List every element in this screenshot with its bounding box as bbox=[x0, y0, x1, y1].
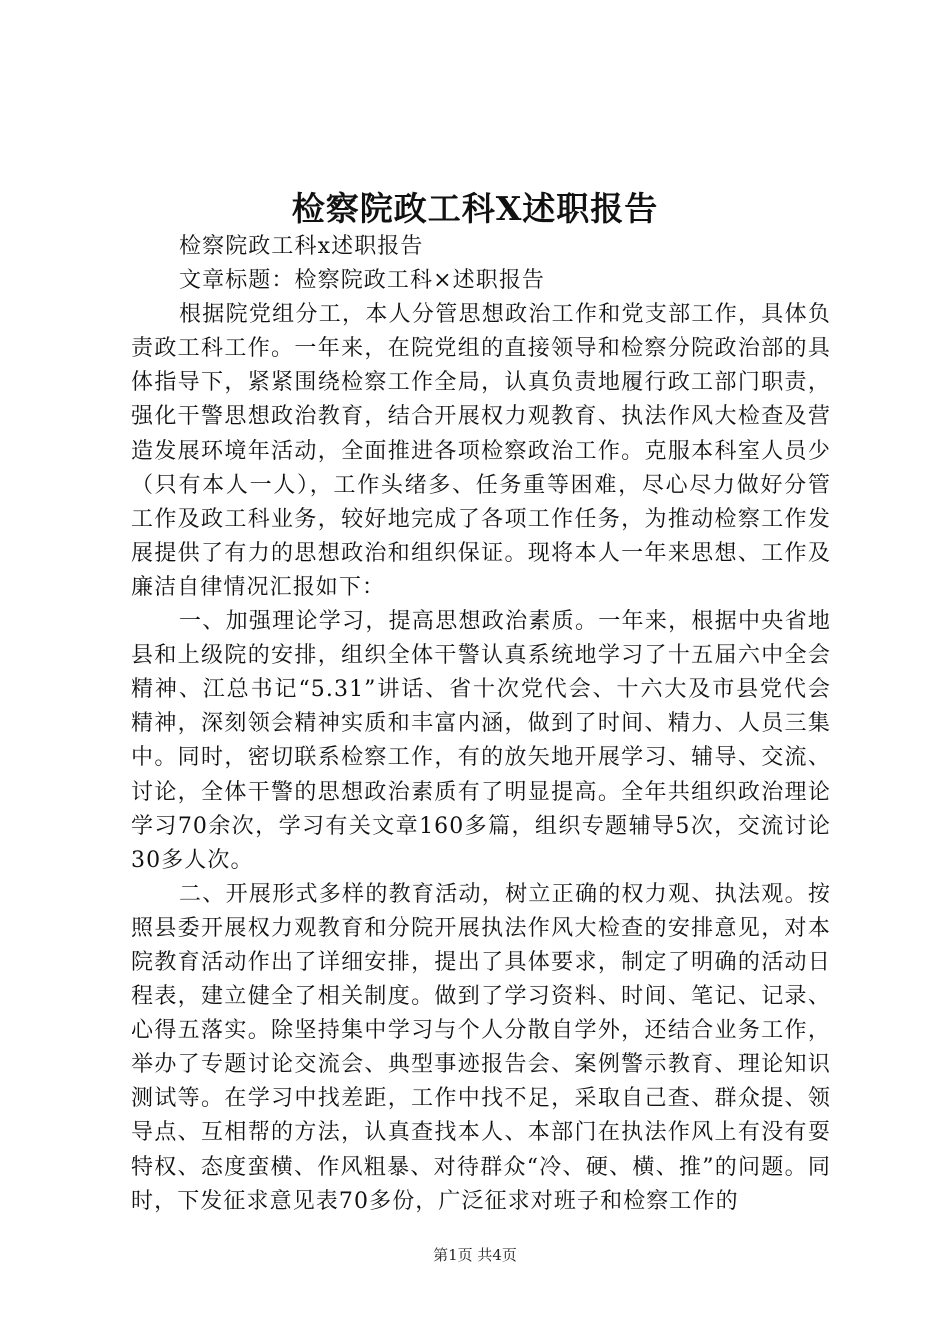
document-body bbox=[131, 230, 831, 1219]
paragraph-section-2: 二、开展形式多样的教育活动，树立正确的权力观、执法观。按照县委开展权力观教育和分院开展执法作风大检查的安排意见，对本院教育活动作出了详细安排，提出了具体要求，制定了明确的活动日程表，建立健全了相关制度。做到了学习资料、时间、笔记、记录、心得五落实。除坚持集中学习与个人分散自学外，还结合业务工作，举办了专题讨论交流会、典型事迹报告会、案例警示教育、理论知识测试等。在学习中找差距，工作中找不足，采取自己查、群众提、领导点、互相帮的方法，认真查找本人、本部门在执法作风上有没有耍特权、态度蛮横、作风粗暴、对待群众“冷、硬、横、推”的问题。同时，下发征求意见表70多份，广泛征求对班子和检察工作的 bbox=[131, 881, 831, 1214]
paragraph-intro: 根据院党组分工，本人分管思想政治工作和党支部工作，具体负责政工科工作。一年来，在院党组的直接领导和检察分院政治部的具体指导下，紧紧围绕检察工作全局，认真负责地履行政工部门职责，强化干警思想政治教育，结合开展权力观教育、执法作风大检查及营造发展环境年活动，全面推进各项检察政治工作。克服本科室人员少（只有本人一人），工作头绪多、任务重等困难，尽心尽力做好分管工作及政工科业务，较好地完成了各项工作任务，为推动检察工作发展提供了有力的思想政治和组织保证。现将本人一年来思想、工作及廉洁自律情况汇报如下： bbox=[131, 302, 831, 600]
page-number-footer: 第1页 共4页 bbox=[433, 1246, 517, 1264]
document-title: 检察院政工科X述职报告 bbox=[291, 189, 659, 228]
paragraph-article-title: 文章标题：检察院政工科×述职报告 bbox=[179, 268, 546, 294]
paragraph-subtitle: 检察院政工科x述职报告 bbox=[179, 234, 424, 259]
paragraph-section-1: 一、加强理论学习，提高思想政治素质。一年来，根据中央省地县和上级院的安排，组织全体干警认真系统地学习了十五届六中全会精神、江总书记“5.31”讲话、省十次党代会、十六大及市县党代会精神，深刻领会精神实质和丰富内涵，做到了时间、精力、人员三集中。同时，密切联系检察工作，有的放矢地开展学习、辅导、交流、讨论，全体干警的思想政治素质有了明显提高。全年共组织政治理论学习70余次，学习有关文章160多篇，组织专题辅导5次，交流讨论30多人次。 bbox=[131, 609, 831, 873]
